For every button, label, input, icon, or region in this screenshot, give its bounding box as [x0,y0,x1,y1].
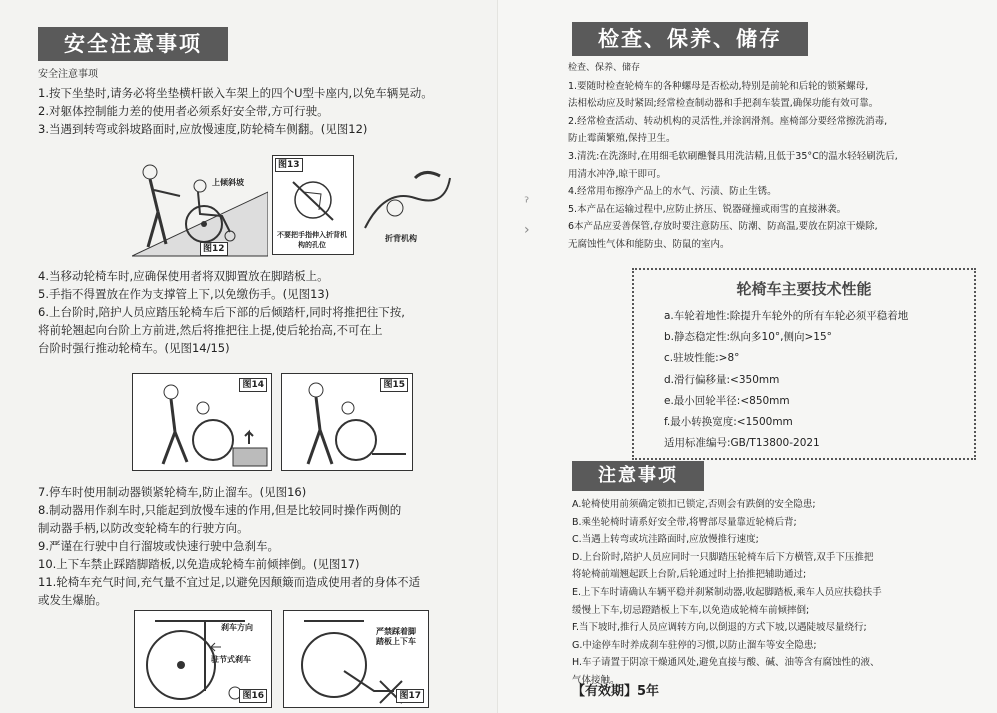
figure-17-note: 严禁踩着脚踏板上下车 [376,627,416,646]
safety-item: 1.按下坐垫时,请务必将坐垫横杆嵌入车架上的四个U型卡座内,以免车辆晃动。 [38,86,433,100]
folding-mechanism-icon [273,170,353,230]
safety-item: 9.严谨在行驶中自行溜坡或快速行驶中急刹车。 [38,539,279,553]
note-item: C.当遇上转弯或坑洼路面时,应放慢推行速度; [572,534,759,546]
safety-item: 制动器手柄,以防改变轮椅车的行驶方向。 [38,521,249,535]
figure-12 [132,152,268,258]
figure-13-note: 折背机构 [385,234,417,243]
safety-item: 6.上台阶时,陪护人员应踏压轮椅车后下部的后倾踏杆,同时将推把往下按, [38,305,405,319]
safety-item: 3.当遇到转弯或斜坡路面时,应放慢速度,防轮椅车侧翻。(见图12) [38,122,368,136]
figure-12-note: 上倾斜坡 [212,178,244,187]
figure-17-label: 图17 [396,689,424,703]
safety-item: 将前轮翘起向台阶上方前进,然后将推把往上提,使后轮抬高,不可在上 [38,323,383,337]
note-item: 气体接触。 [572,674,620,686]
note-item: B.乘坐轮椅时请系好安全带,将臀部尽量靠近轮椅后背; [572,516,797,528]
figure-13-label: 图13 [275,158,303,172]
maintenance-item: 防止霉菌繁殖,保持卫生。 [568,133,676,145]
spec-item: d.滑行偏移量:<350mm [664,373,780,386]
note-item: F.当下坡时,推行人员应调转方向,以倒退的方式下坡,以遇陡坡尽量绕行; [572,622,867,634]
maintenance-item: 无腐蚀性气体和能防虫、防鼠的室内。 [568,238,730,250]
figure-16-note-brake: 驻节式刹车 [211,655,251,664]
safety-intro-block [38,66,433,138]
figure-12-label: 图12 [200,242,228,256]
right-page [498,0,997,713]
spec-item: c.驻坡性能:>8° [664,352,740,365]
notes-header: 注意事项 [572,461,704,491]
safety-item: 2.对躯体控制能力差的使用者必须系好安全带,方可行驶。 [38,104,329,118]
safety-block-b [38,267,405,357]
margin-mark: › [524,222,530,238]
spec-standard: 适用标准编号:GB/T13800-2021 [664,437,820,450]
note-item: A.轮椅使用前须确定锁扣已锁定,否则会有跌倒的安全隐患; [572,499,816,510]
safety-intro: 安全注意事项 [38,69,98,80]
safety-item: 或发生爆胎。 [38,593,107,607]
figure-16-label: 图16 [239,689,267,703]
note-item: H.车子请置于阴凉干燥通风处,避免直接与酸、碱、油等含有腐蚀性的液、 [572,657,880,669]
validity-period: 【有效期】5年 [572,684,660,699]
safety-block-c [38,483,420,609]
safety-item: 10.上下车禁止踩踏脚踏板,以免造成轮椅车前倾摔倒。(见图17) [38,557,360,571]
spec-item: f.最小转换宽度:<1500mm [664,416,793,429]
safety-header: 安全注意事项 [38,27,228,61]
spec-item: a.车轮着地性:除提升车轮外的所有车轮必须平稳着地 [664,310,909,322]
maintenance-item: 用清水冲净,晾干即可。 [568,168,667,180]
maintenance-item: 1.要随时检查轮椅车的各种螺母是否松动,特别是前轮和后轮的锁紧螺母, [568,80,869,92]
safety-item: 7.停车时使用制动器锁紧轮椅车,防止溜车。(见图16) [38,485,307,499]
safety-item: 11.轮椅车充气时间,充气量不宜过足,以避免因颠簸而造成使用者的身体不适 [38,575,421,589]
figure-13-warning: 不要把手指伸入折背机构的孔位 [277,231,347,249]
figure-14-label: 图14 [239,378,267,392]
safety-item: 8.制动器用作刹车时,只能起到放慢车速的作用,但是比较同时操作两侧的 [38,503,402,517]
safety-item: 5.手指不得置放在作为支撑管上下,以免缴伤手。(见图13) [38,287,330,301]
spec-item: e.最小回轮半径:<850mm [664,394,790,407]
figure-13 [272,155,354,255]
figure-14 [132,373,272,471]
margin-mark: ˀ [524,195,530,211]
maintenance-block [568,60,898,254]
note-item: E.上下车时请确认车辆平稳并刹紧制动器,收起脚踏板,乘车人员应扶稳扶手 [572,586,882,598]
maintenance-item: 法相松动应及时紧固;经常检查制动器和手把刹车装置,确保功能有效可靠。 [568,98,879,110]
maintenance-item: 5.本产品在运输过程中,应防止挤压、锐器碰撞或雨雪的直接淋袭。 [568,203,847,215]
figure-13-detail [355,168,455,248]
spec-list [664,306,908,454]
note-item: D.上台阶时,陪护人员应同时一只脚踏压轮椅车后下方横管,双手下压推把 [572,551,874,563]
left-page [0,0,498,713]
figure-15 [281,373,413,471]
spec-item: b.静态稳定性:纵向多10°,侧向>15° [664,331,832,344]
spec-title: 轮椅车主要技术性能 [736,280,872,298]
note-item: 缓慢上下车,切忌蹬踏板上下车,以免造成轮椅车前倾摔倒; [572,604,810,616]
maintenance-intro: 检查、保养、储存 [568,63,641,73]
figure-17 [283,610,429,708]
safety-item: 台阶时强行推动轮椅车。(见图14/15) [38,341,230,355]
figure-15-label: 图15 [380,378,408,392]
maintenance-item: 6本产品应妥善保管,存放时要注意防压、防潮、防高温,要放在阴凉干燥除, [568,221,878,233]
note-item: 将轮椅前端翘起跃上台阶,后轮通过时上抬推把辅助通过; [572,569,807,581]
notes-block [572,496,882,690]
safety-item: 4.当移动轮椅车时,应确保使用者将双脚置放在脚踏板上。 [38,269,329,283]
note-item: G.中途停车时养成刹车驻停的习惯,以防止溜车等安全隐患; [572,639,817,651]
figure-16-note-direction: 刹车方向 [221,623,253,632]
maintenance-item: 4.经常用布擦净产品上的水气、污渍、防止生锈。 [568,186,777,198]
maintenance-item: 2.经常检查活动、转动机构的灵活性,并涂润滑剂。座椅部分要经常擦洗消毒, [568,115,888,127]
maintenance-header: 检查、保养、储存 [572,22,808,56]
figure-16 [134,610,272,708]
maintenance-item: 3.清洗:在洗涤时,在用细毛软刷醮餐具用洗洁精,且低于35°C的温水轻轻刷洗后, [568,150,898,162]
spec-box [632,268,976,460]
